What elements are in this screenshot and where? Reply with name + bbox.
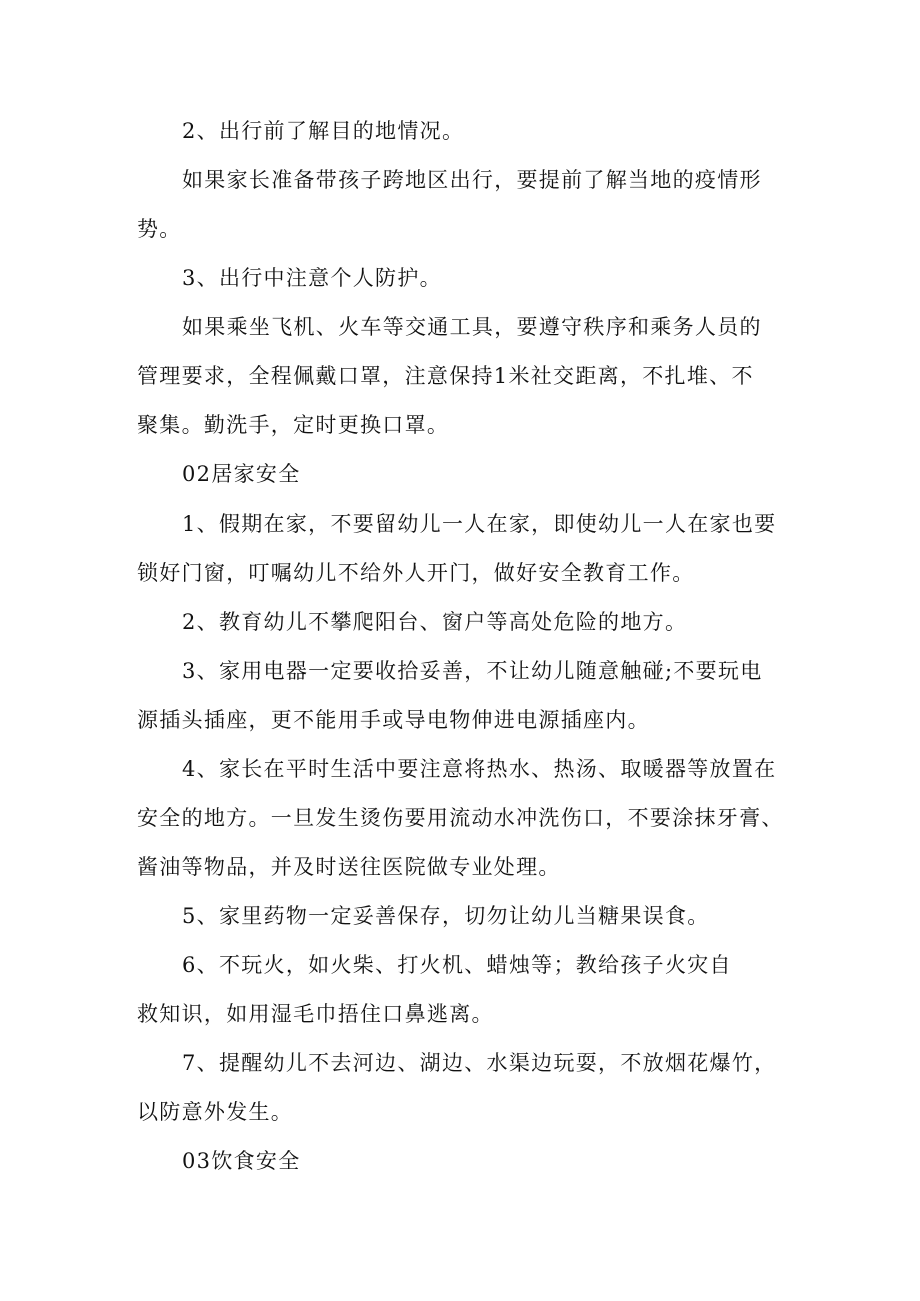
paragraph-1-line-1: 2、出行前了解目的地情况。 (182, 119, 465, 143)
paragraph-12-line-2: 以防意外发生。 (137, 1100, 294, 1124)
paragraph-3-line-1: 3、出行中注意个人防护。 (182, 266, 442, 290)
paragraph-4-line-1: 如果乘坐飞机、火车等交通工具，要遵守秩序和乘务人员的 (182, 315, 762, 339)
paragraph-11-line-2: 救知识，如用湿毛巾捂住口鼻逃离。 (137, 1002, 494, 1026)
paragraph-9-line-3: 酱油等物品，并及时送往医院做专业处理。 (137, 855, 561, 879)
paragraph-8-line-2: 源插头插座，更不能用手或导电物伸进电源插座内。 (137, 708, 650, 732)
paragraph-7-line-1: 2、教育幼儿不攀爬阳台、窗户等高处危险的地方。 (182, 610, 688, 634)
paragraph-2-line-1: 如果家长准备带孩子跨地区出行，要提前了解当地的疫情形 (182, 168, 762, 192)
paragraph-6-line-1: 1、假期在家，不要留幼儿一人在家，即使幼儿一人在家也要 (182, 512, 777, 536)
section-heading-food-safety: 03饮食安全 (182, 1149, 301, 1173)
paragraph-6-line-2: 锁好门窗，叮嘱幼儿不给外人开门，做好安全教育工作。 (137, 561, 695, 585)
paragraph-10-line-1: 5、家里药物一定妥善保存，切勿让幼儿当糖果误食。 (182, 904, 710, 928)
paragraph-9-line-2: 安全的地方。一旦发生烫伤要用流动水冲洗伤口，不要涂抹牙膏、 (137, 806, 784, 830)
paragraph-12-line-1: 7、提醒幼儿不去河边、湖边、水渠边玩耍，不放烟花爆竹， (182, 1051, 777, 1075)
paragraph-9-line-1: 4、家长在平时生活中要注意将热水、热汤、取暖器等放置在 (182, 757, 777, 781)
paragraph-4-line-3: 聚集。勤洗手，定时更换口罩。 (137, 413, 450, 437)
paragraph-11-line-1: 6、不玩火，如火柴、打火机、蜡烛等；教给孩子火灾自 (182, 953, 732, 977)
paragraph-4-line-2: 管理要求，全程佩戴口罩，注意保持1米社交距离，不扎堆、不 (137, 364, 754, 388)
section-heading-home-safety: 02居家安全 (182, 462, 301, 486)
paragraph-2-line-2: 势。 (137, 217, 182, 241)
paragraph-8-line-1: 3、家用电器一定要收拾妥善，不让幼儿随意触碰;不要玩电 (182, 659, 763, 683)
